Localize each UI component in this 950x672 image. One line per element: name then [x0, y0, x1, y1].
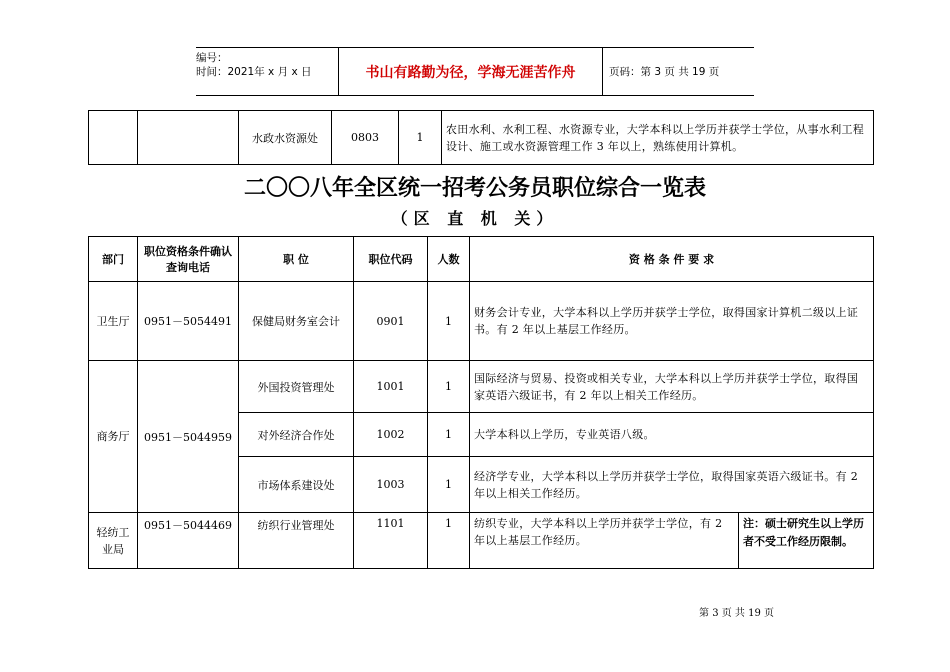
- code-cell: 1101: [354, 513, 428, 569]
- table-header-row: [89, 237, 874, 282]
- empty-cell: [89, 111, 138, 165]
- position-cell: 对外经济合作处: [239, 413, 354, 457]
- note-cell: 注：硕士研究生以上学历者不受工作经历限制。: [739, 513, 874, 569]
- header-number: 编号：: [196, 52, 228, 64]
- col-dept: 部门: [89, 237, 138, 282]
- phone-cell: 0951－5044469: [138, 513, 239, 569]
- header-time: 时间：2021年 x 月 x 日: [196, 66, 312, 78]
- requirements-cell: 经济学专业，大学本科以上学历并获学士学位，取得国家英语六级证书。有 2 年以上相关工作经历。: [470, 457, 874, 513]
- phone-cell: 0951－5054491: [138, 282, 239, 361]
- col-position: 职 位: [239, 237, 354, 282]
- count-cell: 1: [428, 282, 470, 361]
- phone-cell: 0951－5044959: [138, 361, 239, 513]
- requirements-cell: 财务会计专业，大学本科以上学历并获学士学位，取得国家计算机二级以上证书。有 2 年以上基层工作经历。: [470, 282, 874, 361]
- dept-cell: 商务厅: [89, 361, 138, 513]
- page-title: 二〇〇八年全区统一招考公务员职位综合一览表: [243, 176, 706, 201]
- code-cell: 0803: [332, 111, 399, 165]
- position-cell: 外国投资管理处: [239, 361, 354, 413]
- code-cell: 1001: [354, 361, 428, 413]
- dept-cell: 轻纺工业局: [89, 513, 138, 569]
- col-requirements: 资 格 条 件 要 求: [470, 237, 874, 282]
- page-subtitle: （区 直 机 关）: [391, 209, 559, 228]
- count-cell: 1: [428, 361, 470, 413]
- page-header: [196, 47, 754, 96]
- code-cell: 0901: [354, 282, 428, 361]
- position-cell: 市场体系建设处: [239, 457, 354, 513]
- table-row: [89, 282, 874, 361]
- count-cell: 1: [428, 457, 470, 513]
- count-cell: 1: [399, 111, 442, 165]
- col-code: 职位代码: [354, 237, 428, 282]
- requirements-cell: 国际经济与贸易、投资或相关专业，大学本科以上学历并获学士学位，取得国家英语六级证书，有 2 年以上相关工作经历。: [470, 361, 874, 413]
- header-meta: [196, 48, 338, 95]
- position-cell: 保健局财务室会计: [239, 282, 354, 361]
- requirements-cell: 农田水利、水利工程、水资源专业，大学本科以上学历并获学士学位，从事水利工程设计、施工或水资源管理工作 3 年以上，熟练使用计算机。: [442, 111, 874, 165]
- table-row: [89, 361, 874, 413]
- col-phone: 职位资格条件确认查询电话: [138, 237, 239, 282]
- count-cell: 1: [428, 513, 470, 569]
- continuation-table: [88, 110, 874, 165]
- dept-cell: 卫生厅: [89, 282, 138, 361]
- page-footer: 第 3 页 共 19 页: [699, 608, 774, 619]
- code-cell: 1002: [354, 413, 428, 457]
- code-cell: 1003: [354, 457, 428, 513]
- empty-cell: [138, 111, 239, 165]
- table-row: [89, 513, 874, 569]
- requirements-cell: 大学本科以上学历，专业英语八级。: [470, 413, 874, 457]
- count-cell: 1: [428, 413, 470, 457]
- header-motto: 书山有路勤为径，学海无涯苦作舟: [338, 48, 603, 95]
- col-count: 人数: [428, 237, 470, 282]
- position-cell: 水政水资源处: [239, 111, 332, 165]
- header-page: 页码：第 3 页 共 19 页: [609, 66, 720, 78]
- position-cell: 纺织行业管理处: [239, 513, 354, 569]
- table-row: [89, 111, 874, 165]
- requirements-cell: 纺织专业，大学本科以上学历并获学士学位，有 2 年以上基层工作经历。: [470, 513, 739, 569]
- positions-table: [88, 236, 874, 569]
